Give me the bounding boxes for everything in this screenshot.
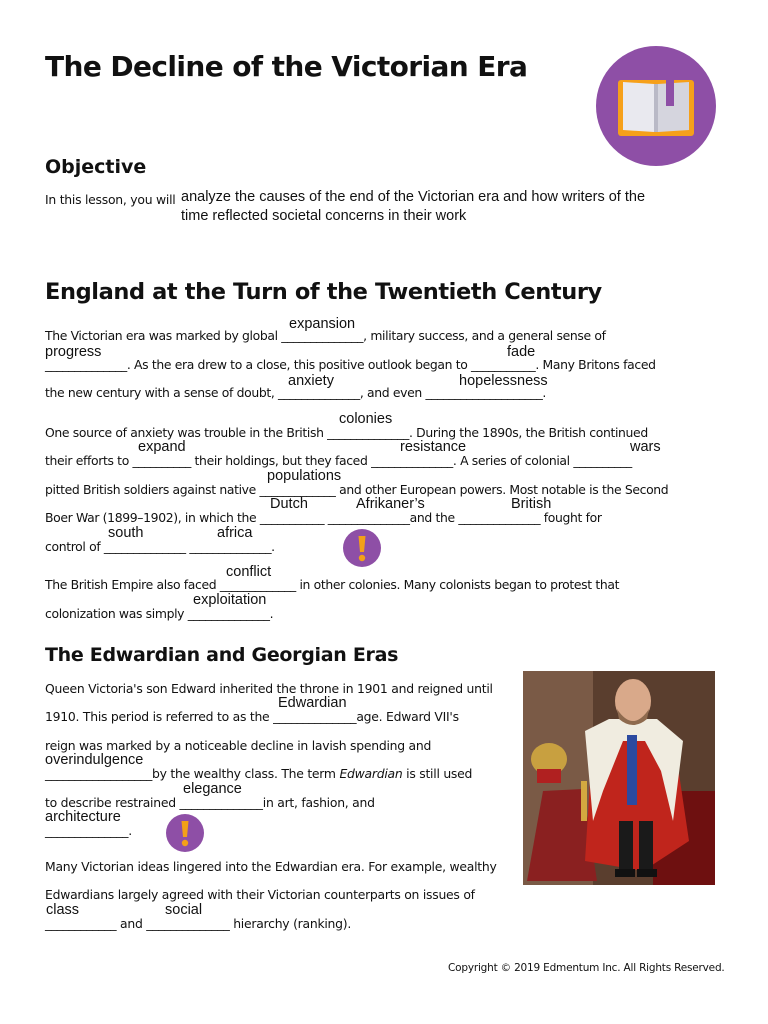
answer-hopelessness[interactable]: hopelessness xyxy=(459,373,548,389)
edwardian-line-9: ____________ and ______________ hierarchy (ranking). xyxy=(45,916,352,931)
england-line-7: Boer War (1899–1902), in which the ___________ ______________and the ______________ fought for xyxy=(45,510,602,525)
edwardian-line-4 xyxy=(45,766,472,781)
edwardian-line-4-b: is still used xyxy=(402,766,473,781)
answer-conflict[interactable]: conflict xyxy=(226,564,272,580)
england-line-10: colonization was simply ______________. xyxy=(45,606,274,621)
england-line-3: the new century with a sense of doubt, ______________, and even ____________________. xyxy=(45,385,547,400)
answer-populations[interactable]: populations xyxy=(267,468,342,484)
exclamation-icon[interactable] xyxy=(343,529,381,567)
answer-elegance[interactable]: elegance xyxy=(183,781,242,797)
answer-architecture[interactable]: architecture xyxy=(45,809,121,825)
edwardian-term: Edwardian xyxy=(339,766,403,781)
answer-edwardian[interactable]: Edwardian xyxy=(278,695,347,711)
england-line-8: control of ______________ ______________. xyxy=(45,539,275,554)
edwardian-line-5: to describe restrained ______________in art, fashion, and xyxy=(45,795,375,810)
england-heading: England at the Turn of the Twentieth Century xyxy=(45,279,602,305)
answer-fade[interactable]: fade xyxy=(507,344,536,360)
king-edward-portrait-image xyxy=(523,671,715,885)
objective-answer-line-2[interactable]: time reflected societal concerns in their work xyxy=(181,208,467,224)
answer-overindulgence[interactable]: overindulgence xyxy=(45,752,144,768)
objective-heading: Objective xyxy=(45,156,147,178)
answer-expansion[interactable]: expansion xyxy=(289,316,356,332)
edwardian-line-2: 1910. This period is referred to as the ______________age. Edward VII's xyxy=(45,709,459,724)
answer-expand[interactable]: expand xyxy=(138,439,186,455)
edwardian-line-8: Edwardians largely agreed with their Victorian counterparts on issues of xyxy=(45,887,475,902)
england-line-5: their efforts to __________ their holdings, but they faced ______________. A series of colonial __________ xyxy=(45,453,632,468)
answer-africa[interactable]: africa xyxy=(217,525,253,541)
answer-afrikaners[interactable]: Afrikaner’s xyxy=(356,496,425,512)
answer-south[interactable]: south xyxy=(108,525,144,541)
answer-progress[interactable]: progress xyxy=(45,344,102,360)
answer-anxiety[interactable]: anxiety xyxy=(288,373,334,389)
answer-dutch[interactable]: Dutch xyxy=(270,496,308,512)
edwardian-line-6: ______________. xyxy=(45,823,132,838)
exclamation-icon[interactable] xyxy=(166,814,204,852)
edwardian-line-3: reign was marked by a noticeable decline in lavish spending and xyxy=(45,738,432,753)
book-icon xyxy=(596,46,716,166)
england-line-1: The Victorian era was marked by global ______________, military success, and a general sense of xyxy=(45,328,606,343)
copyright-notice: Copyright © 2019 Edmentum Inc. All Rights Reserved. xyxy=(448,962,725,974)
answer-colonies[interactable]: colonies xyxy=(339,411,393,427)
england-line-9: The British Empire also faced _____________ in other colonies. Many colonists began to protest that xyxy=(45,577,620,592)
objective-prefix: In this lesson, you will xyxy=(45,192,176,207)
objective-answer-line-1[interactable]: analyze the causes of the end of the Victorian era and how writers of the xyxy=(181,189,646,205)
answer-exploitation[interactable]: exploitation xyxy=(193,592,267,608)
page-title: The Decline of the Victorian Era xyxy=(45,50,528,83)
england-line-6: pitted British soldiers against native _____________ and other European powers. Most notable is the Second xyxy=(45,482,669,497)
edwardian-line-1: Queen Victoria's son Edward inherited the throne in 1901 and reigned until xyxy=(45,681,493,696)
edwardian-line-4-a: __________________by the wealthy class. The term xyxy=(45,766,340,781)
answer-class[interactable]: class xyxy=(46,902,80,918)
england-line-4: One source of anxiety was trouble in the British ______________. During the 1890s, the British continued xyxy=(45,425,648,440)
answer-british[interactable]: British xyxy=(511,496,552,512)
england-line-2: ______________. As the era drew to a close, this positive outlook began to ___________. Many Britons faced xyxy=(45,357,656,372)
answer-resistance[interactable]: resistance xyxy=(400,439,467,455)
answer-wars[interactable]: wars xyxy=(630,439,661,455)
edwardian-line-7: Many Victorian ideas lingered into the Edwardian era. For example, wealthy xyxy=(45,859,497,874)
edwardian-heading: The Edwardian and Georgian Eras xyxy=(45,644,399,666)
answer-social[interactable]: social xyxy=(165,902,203,918)
